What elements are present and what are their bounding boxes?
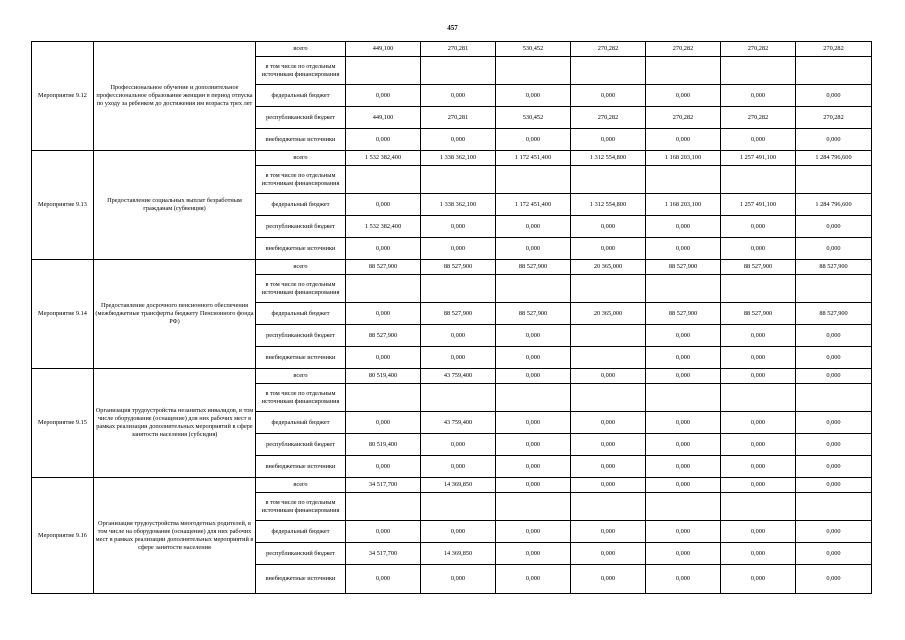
- measure-description: Организация трудоустройства многодетных родителей, в том числе на оборудование (оснащение) для них рабочих мест в рамках реализации дополнительных мероприятий в сфере занятости населения: [94, 478, 256, 594]
- measure-name: Мероприятие 9.12: [32, 42, 94, 151]
- value-cell: 0,000: [796, 434, 872, 456]
- value-cell: 88 527,900: [421, 303, 496, 325]
- value-cell: [571, 275, 646, 303]
- value-cell: 0,000: [346, 347, 421, 369]
- value-cell: 0,000: [721, 412, 796, 434]
- source-label: федеральный бюджет: [256, 303, 346, 325]
- value-cell: 0,000: [721, 85, 796, 107]
- table-row: [32, 478, 872, 493]
- value-cell: 80 519,400: [346, 434, 421, 456]
- value-cell: 0,000: [421, 434, 496, 456]
- value-cell: 0,000: [496, 85, 571, 107]
- value-cell: [346, 384, 421, 412]
- source-label: внебюджетные источники: [256, 565, 346, 594]
- value-cell: 0,000: [421, 216, 496, 238]
- value-cell: 270,282: [721, 107, 796, 129]
- value-cell: 0,000: [796, 521, 872, 543]
- value-cell: 0,000: [346, 303, 421, 325]
- value-cell: [796, 493, 872, 521]
- value-cell: 14 369,850: [421, 478, 496, 493]
- table-row: [32, 369, 872, 384]
- value-cell: 0,000: [646, 129, 721, 151]
- value-cell: 43 759,400: [421, 369, 496, 384]
- value-cell: 0,000: [496, 478, 571, 493]
- value-cell: 0,000: [721, 456, 796, 478]
- value-cell: [646, 275, 721, 303]
- value-cell: [346, 275, 421, 303]
- measure-description: Организация трудоустройства незанятых инвалидов, в том числе оборудование (оснащение) для них рабочих мест в рамках реализации дополнительных мероприятий в сфере занятости населения (субсидия): [94, 369, 256, 478]
- value-cell: 530,452: [496, 42, 571, 57]
- value-cell: 0,000: [571, 85, 646, 107]
- source-label: федеральный бюджет: [256, 521, 346, 543]
- value-cell: 0,000: [721, 369, 796, 384]
- source-label: республиканский бюджет: [256, 434, 346, 456]
- value-cell: 0,000: [796, 129, 872, 151]
- value-cell: [421, 275, 496, 303]
- value-cell: 1 284 796,600: [796, 151, 872, 166]
- value-cell: 0,000: [646, 412, 721, 434]
- value-cell: 270,282: [571, 42, 646, 57]
- value-cell: 270,281: [421, 107, 496, 129]
- value-cell: 0,000: [796, 347, 872, 369]
- value-cell: 1 257 491,100: [721, 151, 796, 166]
- value-cell: 0,000: [796, 478, 872, 493]
- value-cell: 0,000: [796, 543, 872, 565]
- value-cell: 449,100: [346, 42, 421, 57]
- measure-description: Профессиональное обучение и дополнительное профессиональное образование женщин в период отпуска по уходу за ребенком до достижения им возраста трех лет: [94, 42, 256, 151]
- value-cell: 0,000: [646, 347, 721, 369]
- value-cell: 0,000: [421, 85, 496, 107]
- value-cell: [571, 493, 646, 521]
- value-cell: 0,000: [646, 565, 721, 594]
- source-label: всего: [256, 478, 346, 493]
- value-cell: 0,000: [646, 325, 721, 347]
- value-cell: 0,000: [646, 478, 721, 493]
- value-cell: [421, 166, 496, 194]
- source-label: республиканский бюджет: [256, 107, 346, 129]
- value-cell: [496, 166, 571, 194]
- value-cell: 1 172 451,400: [496, 194, 571, 216]
- source-label: в том числе по отдельным источникам финансирования: [256, 493, 346, 521]
- value-cell: 0,000: [721, 325, 796, 347]
- value-cell: [721, 275, 796, 303]
- source-label: республиканский бюджет: [256, 216, 346, 238]
- value-cell: 449,100: [346, 107, 421, 129]
- value-cell: 0,000: [421, 347, 496, 369]
- value-cell: 0,000: [496, 456, 571, 478]
- value-cell: 270,282: [571, 107, 646, 129]
- value-cell: 0,000: [421, 565, 496, 594]
- value-cell: 0,000: [646, 85, 721, 107]
- value-cell: 0,000: [721, 347, 796, 369]
- value-cell: 0,000: [496, 434, 571, 456]
- value-cell: 1 168 203,100: [646, 194, 721, 216]
- value-cell: 0,000: [646, 521, 721, 543]
- source-label: внебюджетные источники: [256, 347, 346, 369]
- value-cell: 0,000: [646, 434, 721, 456]
- value-cell: [721, 166, 796, 194]
- value-cell: 1 172 451,400: [496, 151, 571, 166]
- value-cell: 1 532 382,400: [346, 151, 421, 166]
- value-cell: [796, 166, 872, 194]
- value-cell: 0,000: [571, 238, 646, 260]
- source-label: республиканский бюджет: [256, 325, 346, 347]
- value-cell: [571, 57, 646, 85]
- value-cell: 0,000: [796, 238, 872, 260]
- source-label: в том числе по отдельным источникам финансирования: [256, 275, 346, 303]
- value-cell: 0,000: [646, 238, 721, 260]
- value-cell: 0,000: [571, 216, 646, 238]
- value-cell: 88 527,900: [721, 260, 796, 275]
- value-cell: 0,000: [571, 456, 646, 478]
- value-cell: 270,282: [796, 107, 872, 129]
- value-cell: 0,000: [796, 85, 872, 107]
- value-cell: 270,282: [721, 42, 796, 57]
- value-cell: [646, 384, 721, 412]
- value-cell: 1 168 203,100: [646, 151, 721, 166]
- value-cell: 0,000: [721, 129, 796, 151]
- value-cell: 0,000: [796, 565, 872, 594]
- value-cell: 1 338 362,100: [421, 151, 496, 166]
- value-cell: [421, 57, 496, 85]
- value-cell: 0,000: [496, 543, 571, 565]
- value-cell: 0,000: [496, 325, 571, 347]
- value-cell: 270,282: [646, 107, 721, 129]
- source-label: федеральный бюджет: [256, 194, 346, 216]
- measure-description: Предоставление досрочного пенсионного обеспечения (межбюджетные трансферты бюджету Пенсионного фонда РФ): [94, 260, 256, 369]
- value-cell: [421, 384, 496, 412]
- measure-name: Мероприятие 9.16: [32, 478, 94, 594]
- value-cell: 1 257 491,100: [721, 194, 796, 216]
- value-cell: 88 527,900: [346, 325, 421, 347]
- source-label: в том числе по отдельным источникам финансирования: [256, 384, 346, 412]
- value-cell: 0,000: [796, 456, 872, 478]
- value-cell: 0,000: [571, 478, 646, 493]
- value-cell: [646, 493, 721, 521]
- value-cell: 0,000: [796, 412, 872, 434]
- value-cell: 88 527,900: [721, 303, 796, 325]
- value-cell: 0,000: [346, 521, 421, 543]
- value-cell: 0,000: [496, 565, 571, 594]
- source-label: республиканский бюджет: [256, 543, 346, 565]
- page-number: 457: [447, 24, 458, 32]
- value-cell: 0,000: [346, 85, 421, 107]
- value-cell: [496, 384, 571, 412]
- value-cell: [646, 166, 721, 194]
- value-cell: [571, 166, 646, 194]
- value-cell: [346, 57, 421, 85]
- value-cell: [421, 493, 496, 521]
- value-cell: 0,000: [571, 434, 646, 456]
- value-cell: [796, 275, 872, 303]
- value-cell: [571, 325, 646, 347]
- value-cell: 270,281: [421, 42, 496, 57]
- table-row: [32, 260, 872, 275]
- funding-table: [31, 41, 872, 594]
- source-label: всего: [256, 151, 346, 166]
- value-cell: 0,000: [346, 238, 421, 260]
- value-cell: 530,452: [496, 107, 571, 129]
- funding-table-body: [32, 42, 872, 594]
- value-cell: 270,282: [646, 42, 721, 57]
- value-cell: 0,000: [496, 521, 571, 543]
- value-cell: 0,000: [346, 129, 421, 151]
- value-cell: [496, 493, 571, 521]
- value-cell: 0,000: [571, 369, 646, 384]
- value-cell: 34 517,700: [346, 543, 421, 565]
- value-cell: 0,000: [721, 565, 796, 594]
- value-cell: 0,000: [496, 216, 571, 238]
- value-cell: 0,000: [571, 565, 646, 594]
- value-cell: 88 527,900: [346, 260, 421, 275]
- value-cell: 43 759,400: [421, 412, 496, 434]
- source-label: всего: [256, 369, 346, 384]
- value-cell: 0,000: [496, 412, 571, 434]
- value-cell: 0,000: [421, 521, 496, 543]
- value-cell: 88 527,900: [796, 260, 872, 275]
- value-cell: 270,282: [796, 42, 872, 57]
- value-cell: 0,000: [571, 543, 646, 565]
- measure-description: Предоставление социальных выплат безработным гражданам (субвенция): [94, 151, 256, 260]
- value-cell: 1 532 382,400: [346, 216, 421, 238]
- value-cell: 0,000: [571, 129, 646, 151]
- value-cell: 0,000: [721, 238, 796, 260]
- value-cell: 0,000: [496, 129, 571, 151]
- value-cell: 0,000: [796, 369, 872, 384]
- value-cell: [646, 57, 721, 85]
- value-cell: 20 365,000: [571, 260, 646, 275]
- value-cell: 88 527,900: [421, 260, 496, 275]
- value-cell: 0,000: [646, 216, 721, 238]
- value-cell: 0,000: [421, 456, 496, 478]
- value-cell: 88 527,900: [646, 260, 721, 275]
- value-cell: 0,000: [496, 238, 571, 260]
- source-label: всего: [256, 260, 346, 275]
- value-cell: [721, 57, 796, 85]
- source-label: федеральный бюджет: [256, 412, 346, 434]
- value-cell: [796, 57, 872, 85]
- measure-name: Мероприятие 9.15: [32, 369, 94, 478]
- value-cell: 34 517,700: [346, 478, 421, 493]
- source-label: всего: [256, 42, 346, 57]
- value-cell: 0,000: [571, 412, 646, 434]
- table-row: [32, 151, 872, 166]
- value-cell: [796, 384, 872, 412]
- value-cell: 0,000: [646, 543, 721, 565]
- source-label: в том числе по отдельным источникам финансирования: [256, 166, 346, 194]
- value-cell: 0,000: [571, 521, 646, 543]
- source-label: внебюджетные источники: [256, 238, 346, 260]
- value-cell: 0,000: [646, 369, 721, 384]
- value-cell: 14 369,850: [421, 543, 496, 565]
- source-label: внебюджетные источники: [256, 456, 346, 478]
- source-label: внебюджетные источники: [256, 129, 346, 151]
- value-cell: 0,000: [721, 216, 796, 238]
- value-cell: 0,000: [346, 412, 421, 434]
- table-row: [32, 42, 872, 57]
- source-label: федеральный бюджет: [256, 85, 346, 107]
- value-cell: [571, 347, 646, 369]
- value-cell: 0,000: [346, 565, 421, 594]
- measure-name: Мероприятие 9.14: [32, 260, 94, 369]
- value-cell: 0,000: [421, 129, 496, 151]
- value-cell: [721, 493, 796, 521]
- value-cell: 0,000: [646, 456, 721, 478]
- value-cell: 0,000: [346, 456, 421, 478]
- value-cell: 0,000: [496, 347, 571, 369]
- value-cell: 0,000: [496, 369, 571, 384]
- measure-name: Мероприятие 9.13: [32, 151, 94, 260]
- value-cell: 88 527,900: [646, 303, 721, 325]
- value-cell: 1 312 554,800: [571, 151, 646, 166]
- value-cell: 80 519,400: [346, 369, 421, 384]
- value-cell: [346, 166, 421, 194]
- value-cell: 0,000: [721, 521, 796, 543]
- value-cell: [496, 57, 571, 85]
- value-cell: [721, 384, 796, 412]
- value-cell: 1 338 362,100: [421, 194, 496, 216]
- value-cell: [496, 275, 571, 303]
- value-cell: [346, 493, 421, 521]
- value-cell: 88 527,900: [496, 303, 571, 325]
- value-cell: 1 284 796,600: [796, 194, 872, 216]
- value-cell: 88 527,900: [496, 260, 571, 275]
- value-cell: 0,000: [421, 325, 496, 347]
- source-label: в том числе по отдельным источникам финансирования: [256, 57, 346, 85]
- value-cell: [571, 384, 646, 412]
- value-cell: 20 365,000: [571, 303, 646, 325]
- value-cell: 1 312 554,800: [571, 194, 646, 216]
- value-cell: 0,000: [721, 434, 796, 456]
- value-cell: 0,000: [421, 238, 496, 260]
- value-cell: 88 527,900: [796, 303, 872, 325]
- value-cell: 0,000: [721, 478, 796, 493]
- value-cell: 0,000: [796, 325, 872, 347]
- value-cell: 0,000: [721, 543, 796, 565]
- value-cell: 0,000: [346, 194, 421, 216]
- value-cell: 0,000: [796, 216, 872, 238]
